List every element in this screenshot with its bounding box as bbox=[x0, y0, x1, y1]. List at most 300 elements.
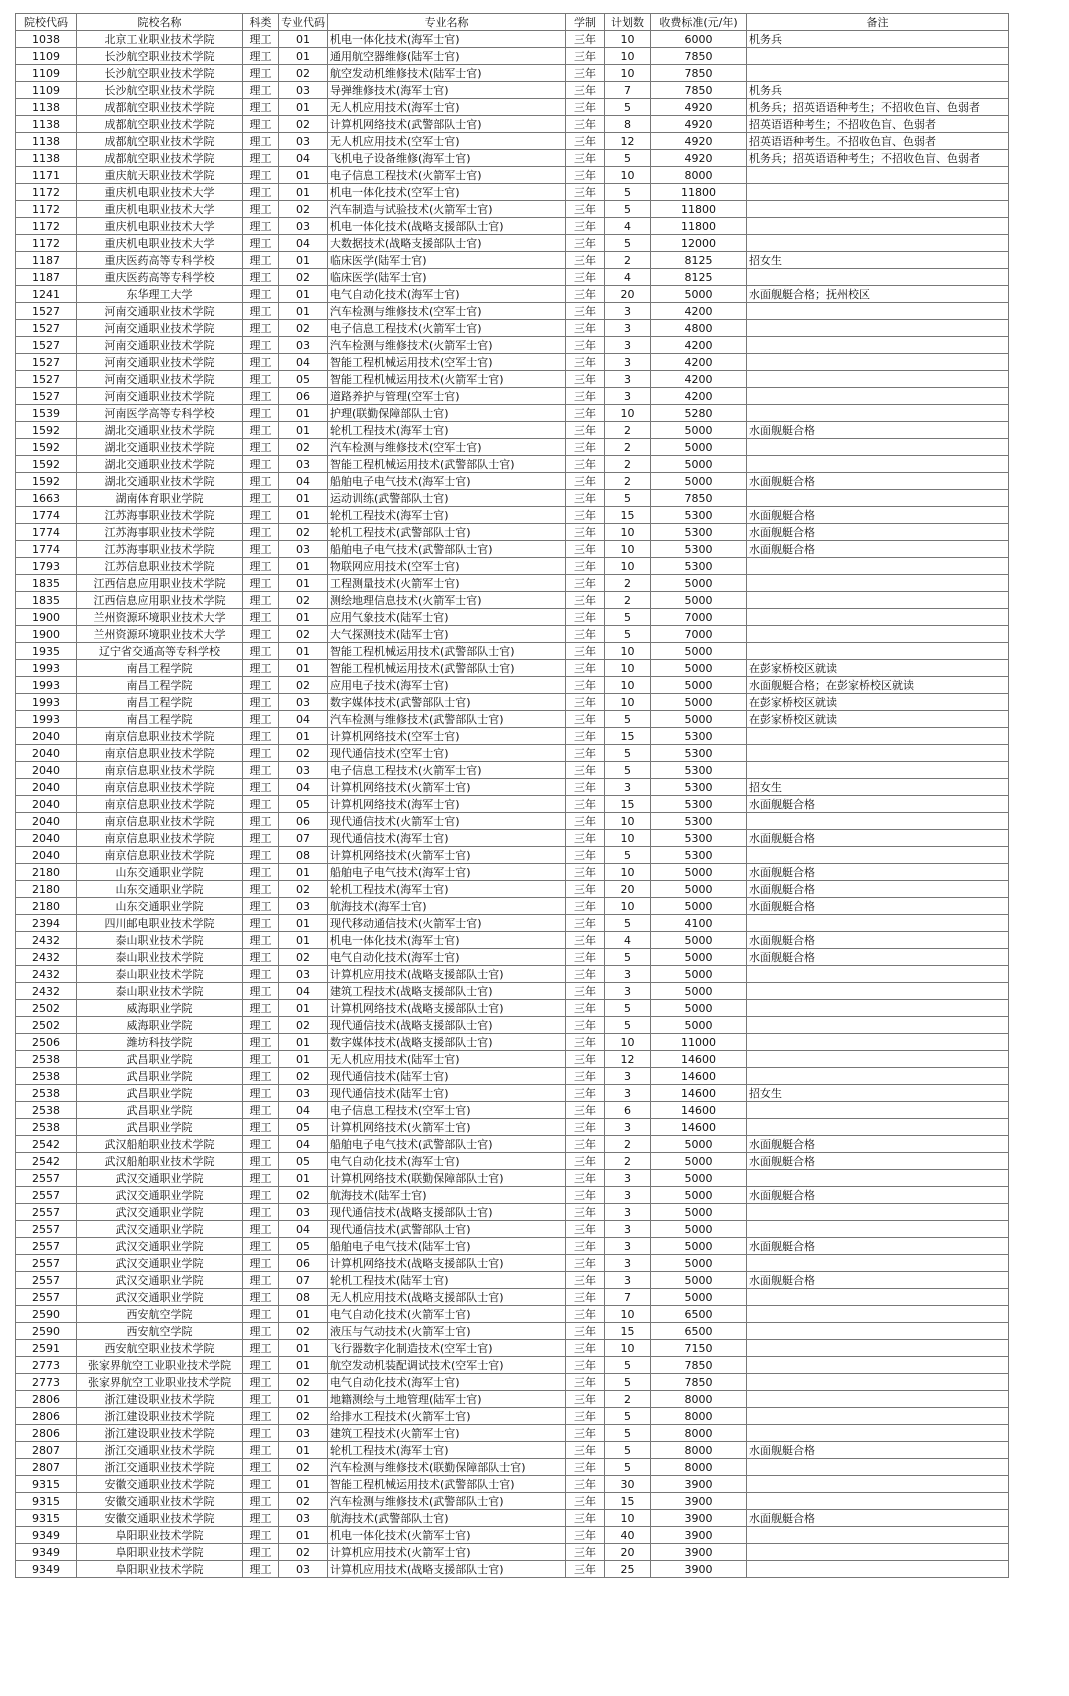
cell-school-code: 2180 bbox=[16, 864, 77, 881]
cell-category: 理工 bbox=[243, 286, 279, 303]
cell-major-code: 04 bbox=[279, 235, 328, 252]
cell-major-name: 电子信息工程技术(火箭军士官) bbox=[328, 320, 566, 337]
cell-major-name: 无人机应用技术(陆军士官) bbox=[328, 1051, 566, 1068]
cell-plan-count: 2 bbox=[605, 456, 651, 473]
cell-major-name: 飞行器数字化制造技术(空军士官) bbox=[328, 1340, 566, 1357]
cell-school-code: 1138 bbox=[16, 133, 77, 150]
cell-duration: 三年 bbox=[566, 1544, 605, 1561]
cell-plan-count: 5 bbox=[605, 150, 651, 167]
cell-category: 理工 bbox=[243, 1017, 279, 1034]
table-row bbox=[16, 677, 1009, 694]
cell-duration: 三年 bbox=[566, 1017, 605, 1034]
cell-major-code: 01 bbox=[279, 575, 328, 592]
cell-remarks bbox=[747, 269, 1009, 286]
cell-school-code: 1993 bbox=[16, 711, 77, 728]
cell-major-code: 02 bbox=[279, 65, 328, 82]
cell-major-name: 运动训练(武警部队士官) bbox=[328, 490, 566, 507]
cell-school-name: 泰山职业技术学院 bbox=[77, 966, 243, 983]
cell-school-name: 浙江交通职业技术学院 bbox=[77, 1442, 243, 1459]
cell-category: 理工 bbox=[243, 31, 279, 48]
cell-school-code: 1171 bbox=[16, 167, 77, 184]
cell-tuition: 5000 bbox=[651, 1136, 747, 1153]
cell-school-name: 江苏海事职业技术学院 bbox=[77, 541, 243, 558]
cell-school-name: 南京信息职业技术学院 bbox=[77, 813, 243, 830]
cell-remarks bbox=[747, 201, 1009, 218]
cell-major-code: 01 bbox=[279, 1391, 328, 1408]
cell-major-code: 02 bbox=[279, 116, 328, 133]
cell-category: 理工 bbox=[243, 388, 279, 405]
cell-tuition: 4920 bbox=[651, 116, 747, 133]
cell-category: 理工 bbox=[243, 1153, 279, 1170]
cell-category: 理工 bbox=[243, 966, 279, 983]
cell-major-code: 04 bbox=[279, 983, 328, 1000]
cell-major-name: 轮机工程技术(海军士官) bbox=[328, 507, 566, 524]
cell-duration: 三年 bbox=[566, 558, 605, 575]
cell-category: 理工 bbox=[243, 1000, 279, 1017]
cell-school-code: 1835 bbox=[16, 575, 77, 592]
cell-remarks: 水面舰艇合格 bbox=[747, 541, 1009, 558]
cell-plan-count: 5 bbox=[605, 1459, 651, 1476]
cell-category: 理工 bbox=[243, 915, 279, 932]
cell-remarks: 在彭家桥校区就读 bbox=[747, 711, 1009, 728]
cell-school-code: 2557 bbox=[16, 1170, 77, 1187]
cell-remarks bbox=[747, 1255, 1009, 1272]
cell-category: 理工 bbox=[243, 82, 279, 99]
cell-school-code: 2557 bbox=[16, 1255, 77, 1272]
cell-duration: 三年 bbox=[566, 745, 605, 762]
cell-remarks bbox=[747, 575, 1009, 592]
cell-school-code: 1993 bbox=[16, 694, 77, 711]
cell-duration: 三年 bbox=[566, 320, 605, 337]
table-row bbox=[16, 1187, 1009, 1204]
cell-remarks bbox=[747, 235, 1009, 252]
cell-duration: 三年 bbox=[566, 201, 605, 218]
cell-major-code: 03 bbox=[279, 1204, 328, 1221]
cell-plan-count: 10 bbox=[605, 541, 651, 558]
cell-major-name: 电气自动化技术(海军士官) bbox=[328, 1374, 566, 1391]
cell-major-name: 现代通信技术(空军士官) bbox=[328, 745, 566, 762]
cell-category: 理工 bbox=[243, 626, 279, 643]
cell-school-code: 9315 bbox=[16, 1510, 77, 1527]
cell-category: 理工 bbox=[243, 456, 279, 473]
cell-school-code: 2806 bbox=[16, 1391, 77, 1408]
cell-major-name: 现代通信技术(海军士官) bbox=[328, 830, 566, 847]
cell-major-name: 无人机应用技术(空军士官) bbox=[328, 133, 566, 150]
cell-school-code: 2773 bbox=[16, 1374, 77, 1391]
cell-tuition: 5300 bbox=[651, 541, 747, 558]
cell-major-name: 计算机网络技术(海军士官) bbox=[328, 796, 566, 813]
cell-school-name: 武昌职业学院 bbox=[77, 1051, 243, 1068]
cell-major-name: 现代通信技术(陆军士官) bbox=[328, 1085, 566, 1102]
cell-duration: 三年 bbox=[566, 983, 605, 1000]
cell-major-code: 03 bbox=[279, 1510, 328, 1527]
cell-remarks: 水面舰艇合格 bbox=[747, 1272, 1009, 1289]
cell-school-name: 重庆航天职业技术学院 bbox=[77, 167, 243, 184]
cell-category: 理工 bbox=[243, 1544, 279, 1561]
cell-major-name: 物联网应用技术(空军士官) bbox=[328, 558, 566, 575]
cell-school-code: 1993 bbox=[16, 677, 77, 694]
table-row bbox=[16, 745, 1009, 762]
cell-plan-count: 15 bbox=[605, 507, 651, 524]
table-row bbox=[16, 558, 1009, 575]
cell-school-code: 2538 bbox=[16, 1068, 77, 1085]
cell-school-code: 2807 bbox=[16, 1459, 77, 1476]
cell-category: 理工 bbox=[243, 320, 279, 337]
cell-tuition: 11000 bbox=[651, 1034, 747, 1051]
table-row bbox=[16, 830, 1009, 847]
cell-major-code: 05 bbox=[279, 1119, 328, 1136]
cell-tuition: 3900 bbox=[651, 1510, 747, 1527]
cell-tuition: 8000 bbox=[651, 1408, 747, 1425]
cell-duration: 三年 bbox=[566, 252, 605, 269]
cell-tuition: 4200 bbox=[651, 337, 747, 354]
cell-duration: 三年 bbox=[566, 184, 605, 201]
cell-major-name: 汽车检测与维修技术(空军士官) bbox=[328, 303, 566, 320]
cell-duration: 三年 bbox=[566, 405, 605, 422]
cell-remarks: 水面舰艇合格 bbox=[747, 1238, 1009, 1255]
cell-major-code: 02 bbox=[279, 201, 328, 218]
cell-remarks bbox=[747, 354, 1009, 371]
cell-plan-count: 5 bbox=[605, 1408, 651, 1425]
cell-category: 理工 bbox=[243, 762, 279, 779]
cell-major-code: 07 bbox=[279, 830, 328, 847]
cell-tuition: 8125 bbox=[651, 252, 747, 269]
cell-tuition: 4800 bbox=[651, 320, 747, 337]
cell-school-name: 南昌工程学院 bbox=[77, 660, 243, 677]
cell-tuition: 12000 bbox=[651, 235, 747, 252]
cell-tuition: 14600 bbox=[651, 1051, 747, 1068]
cell-tuition: 5300 bbox=[651, 813, 747, 830]
cell-duration: 三年 bbox=[566, 1034, 605, 1051]
cell-major-code: 01 bbox=[279, 31, 328, 48]
cell-category: 理工 bbox=[243, 150, 279, 167]
cell-school-name: 武汉船舶职业技术学院 bbox=[77, 1153, 243, 1170]
cell-school-code: 2557 bbox=[16, 1272, 77, 1289]
cell-major-name: 轮机工程技术(海军士官) bbox=[328, 422, 566, 439]
cell-major-code: 01 bbox=[279, 1442, 328, 1459]
cell-remarks bbox=[747, 456, 1009, 473]
cell-major-code: 03 bbox=[279, 133, 328, 150]
cell-major-name: 计算机网络技术(空军士官) bbox=[328, 728, 566, 745]
cell-school-code: 1172 bbox=[16, 201, 77, 218]
table-row bbox=[16, 1051, 1009, 1068]
cell-category: 理工 bbox=[243, 354, 279, 371]
cell-category: 理工 bbox=[243, 133, 279, 150]
cell-tuition: 5000 bbox=[651, 1153, 747, 1170]
cell-major-code: 04 bbox=[279, 779, 328, 796]
table-row bbox=[16, 1306, 1009, 1323]
cell-category: 理工 bbox=[243, 116, 279, 133]
cell-major-name: 道路养护与管理(空军士官) bbox=[328, 388, 566, 405]
cell-duration: 三年 bbox=[566, 1187, 605, 1204]
cell-major-code: 01 bbox=[279, 609, 328, 626]
cell-tuition: 5280 bbox=[651, 405, 747, 422]
cell-major-code: 02 bbox=[279, 677, 328, 694]
cell-plan-count: 2 bbox=[605, 592, 651, 609]
cell-duration: 三年 bbox=[566, 1408, 605, 1425]
cell-school-name: 长沙航空职业技术学院 bbox=[77, 65, 243, 82]
cell-school-name: 成都航空职业技术学院 bbox=[77, 116, 243, 133]
cell-duration: 三年 bbox=[566, 1493, 605, 1510]
cell-duration: 三年 bbox=[566, 898, 605, 915]
cell-category: 理工 bbox=[243, 881, 279, 898]
cell-major-name: 通用航空器维修(陆军士官) bbox=[328, 48, 566, 65]
cell-school-name: 武汉交通职业学院 bbox=[77, 1221, 243, 1238]
cell-school-name: 武汉交通职业学院 bbox=[77, 1238, 243, 1255]
cell-major-code: 08 bbox=[279, 1289, 328, 1306]
cell-plan-count: 15 bbox=[605, 728, 651, 745]
cell-plan-count: 10 bbox=[605, 167, 651, 184]
cell-school-name: 武汉交通职业学院 bbox=[77, 1204, 243, 1221]
cell-major-name: 地籍测绘与土地管理(陆军士官) bbox=[328, 1391, 566, 1408]
cell-major-code: 01 bbox=[279, 184, 328, 201]
cell-major-code: 05 bbox=[279, 1238, 328, 1255]
table-row bbox=[16, 575, 1009, 592]
cell-duration: 三年 bbox=[566, 286, 605, 303]
table-row bbox=[16, 439, 1009, 456]
cell-duration: 三年 bbox=[566, 388, 605, 405]
cell-tuition: 5000 bbox=[651, 422, 747, 439]
cell-category: 理工 bbox=[243, 1255, 279, 1272]
cell-major-name: 建筑工程技术(战略支援部队士官) bbox=[328, 983, 566, 1000]
cell-plan-count: 3 bbox=[605, 1238, 651, 1255]
cell-category: 理工 bbox=[243, 932, 279, 949]
table-row bbox=[16, 1119, 1009, 1136]
cell-major-code: 03 bbox=[279, 218, 328, 235]
cell-remarks bbox=[747, 1221, 1009, 1238]
cell-major-name: 轮机工程技术(海军士官) bbox=[328, 1442, 566, 1459]
cell-school-name: 阜阳职业技术学院 bbox=[77, 1561, 243, 1578]
cell-remarks: 水面舰艇合格 bbox=[747, 473, 1009, 490]
cell-school-name: 武汉交通职业学院 bbox=[77, 1272, 243, 1289]
cell-major-code: 04 bbox=[279, 150, 328, 167]
cell-school-name: 武汉交通职业学院 bbox=[77, 1289, 243, 1306]
cell-tuition: 11800 bbox=[651, 218, 747, 235]
cell-major-name: 电气自动化技术(海军士官) bbox=[328, 949, 566, 966]
cell-plan-count: 5 bbox=[605, 490, 651, 507]
cell-school-code: 2590 bbox=[16, 1323, 77, 1340]
cell-duration: 三年 bbox=[566, 1153, 605, 1170]
table-row bbox=[16, 116, 1009, 133]
cell-school-code: 2180 bbox=[16, 898, 77, 915]
cell-tuition: 14600 bbox=[651, 1102, 747, 1119]
cell-plan-count: 12 bbox=[605, 1051, 651, 1068]
cell-school-code: 1527 bbox=[16, 354, 77, 371]
cell-school-name: 浙江建设职业技术学院 bbox=[77, 1391, 243, 1408]
cell-remarks bbox=[747, 1408, 1009, 1425]
table-row bbox=[16, 1289, 1009, 1306]
cell-category: 理工 bbox=[243, 371, 279, 388]
cell-category: 理工 bbox=[243, 201, 279, 218]
cell-category: 理工 bbox=[243, 558, 279, 575]
cell-major-name: 应用电子技术(海军士官) bbox=[328, 677, 566, 694]
cell-school-name: 泰山职业技术学院 bbox=[77, 949, 243, 966]
cell-tuition: 7850 bbox=[651, 490, 747, 507]
table-row bbox=[16, 65, 1009, 82]
cell-tuition: 7850 bbox=[651, 65, 747, 82]
cell-tuition: 5300 bbox=[651, 524, 747, 541]
cell-plan-count: 10 bbox=[605, 694, 651, 711]
cell-tuition: 4200 bbox=[651, 371, 747, 388]
cell-school-name: 重庆机电职业技术大学 bbox=[77, 201, 243, 218]
table-row bbox=[16, 1357, 1009, 1374]
cell-category: 理工 bbox=[243, 422, 279, 439]
cell-remarks bbox=[747, 1289, 1009, 1306]
cell-tuition: 5300 bbox=[651, 830, 747, 847]
cell-school-name: 湖北交通职业技术学院 bbox=[77, 439, 243, 456]
cell-school-name: 东华理工大学 bbox=[77, 286, 243, 303]
cell-plan-count: 5 bbox=[605, 949, 651, 966]
cell-duration: 三年 bbox=[566, 439, 605, 456]
cell-school-name: 河南交通职业技术学院 bbox=[77, 354, 243, 371]
cell-plan-count: 3 bbox=[605, 1255, 651, 1272]
table-row bbox=[16, 983, 1009, 1000]
cell-remarks bbox=[747, 813, 1009, 830]
table-row bbox=[16, 167, 1009, 184]
cell-tuition: 4100 bbox=[651, 915, 747, 932]
cell-school-name: 河南交通职业技术学院 bbox=[77, 303, 243, 320]
cell-school-name: 河南交通职业技术学院 bbox=[77, 388, 243, 405]
cell-school-code: 2557 bbox=[16, 1221, 77, 1238]
cell-school-name: 武昌职业学院 bbox=[77, 1102, 243, 1119]
cell-major-code: 05 bbox=[279, 796, 328, 813]
cell-school-code: 1187 bbox=[16, 269, 77, 286]
cell-school-name: 江西信息应用职业技术学院 bbox=[77, 575, 243, 592]
cell-remarks bbox=[747, 48, 1009, 65]
cell-plan-count: 5 bbox=[605, 847, 651, 864]
cell-remarks: 水面舰艇合格 bbox=[747, 881, 1009, 898]
cell-school-name: 南京信息职业技术学院 bbox=[77, 745, 243, 762]
cell-school-name: 成都航空职业技术学院 bbox=[77, 133, 243, 150]
cell-plan-count: 5 bbox=[605, 1017, 651, 1034]
cell-major-name: 计算机网络技术(武警部队士官) bbox=[328, 116, 566, 133]
cell-tuition: 8125 bbox=[651, 269, 747, 286]
cell-school-name: 湖北交通职业技术学院 bbox=[77, 456, 243, 473]
cell-remarks bbox=[747, 1119, 1009, 1136]
cell-school-name: 湖南体育职业学院 bbox=[77, 490, 243, 507]
cell-duration: 三年 bbox=[566, 609, 605, 626]
table-row bbox=[16, 1544, 1009, 1561]
cell-school-name: 长沙航空职业技术学院 bbox=[77, 82, 243, 99]
table-row bbox=[16, 541, 1009, 558]
cell-duration: 三年 bbox=[566, 643, 605, 660]
cell-remarks bbox=[747, 1459, 1009, 1476]
cell-duration: 三年 bbox=[566, 1000, 605, 1017]
cell-school-name: 湖北交通职业技术学院 bbox=[77, 422, 243, 439]
cell-duration: 三年 bbox=[566, 1527, 605, 1544]
table-row bbox=[16, 201, 1009, 218]
header-tuition: 收费标准(元/年) bbox=[651, 14, 747, 31]
cell-duration: 三年 bbox=[566, 48, 605, 65]
cell-major-name: 船舶电子电气技术(武警部队士官) bbox=[328, 1136, 566, 1153]
cell-major-code: 02 bbox=[279, 1374, 328, 1391]
cell-school-code: 1109 bbox=[16, 82, 77, 99]
cell-school-name: 河南医学高等专科学校 bbox=[77, 405, 243, 422]
cell-duration: 三年 bbox=[566, 456, 605, 473]
table-row bbox=[16, 1238, 1009, 1255]
cell-school-name: 辽宁省交通高等专科学校 bbox=[77, 643, 243, 660]
cell-tuition: 5000 bbox=[651, 864, 747, 881]
cell-major-code: 03 bbox=[279, 1425, 328, 1442]
cell-school-name: 安徽交通职业技术学院 bbox=[77, 1476, 243, 1493]
cell-duration: 三年 bbox=[566, 1170, 605, 1187]
cell-category: 理工 bbox=[243, 1425, 279, 1442]
cell-major-code: 04 bbox=[279, 1221, 328, 1238]
cell-category: 理工 bbox=[243, 949, 279, 966]
cell-school-code: 1138 bbox=[16, 150, 77, 167]
table-row bbox=[16, 932, 1009, 949]
cell-remarks bbox=[747, 1561, 1009, 1578]
cell-remarks: 机务兵 bbox=[747, 82, 1009, 99]
cell-remarks bbox=[747, 1323, 1009, 1340]
cell-major-code: 01 bbox=[279, 490, 328, 507]
cell-plan-count: 10 bbox=[605, 898, 651, 915]
cell-tuition: 5000 bbox=[651, 1221, 747, 1238]
cell-school-name: 武昌职业学院 bbox=[77, 1085, 243, 1102]
table-row bbox=[16, 1272, 1009, 1289]
cell-category: 理工 bbox=[243, 1391, 279, 1408]
cell-category: 理工 bbox=[243, 1187, 279, 1204]
cell-duration: 三年 bbox=[566, 1238, 605, 1255]
cell-remarks bbox=[747, 490, 1009, 507]
cell-duration: 三年 bbox=[566, 932, 605, 949]
cell-remarks bbox=[747, 1544, 1009, 1561]
cell-school-code: 1527 bbox=[16, 303, 77, 320]
cell-school-name: 威海职业学院 bbox=[77, 1017, 243, 1034]
cell-school-code: 2180 bbox=[16, 881, 77, 898]
table-row bbox=[16, 1323, 1009, 1340]
table-row bbox=[16, 269, 1009, 286]
cell-duration: 三年 bbox=[566, 1085, 605, 1102]
cell-school-code: 2432 bbox=[16, 966, 77, 983]
cell-major-code: 01 bbox=[279, 1306, 328, 1323]
cell-major-code: 02 bbox=[279, 1187, 328, 1204]
cell-category: 理工 bbox=[243, 507, 279, 524]
cell-category: 理工 bbox=[243, 235, 279, 252]
cell-major-name: 临床医学(陆军士官) bbox=[328, 269, 566, 286]
cell-duration: 三年 bbox=[566, 915, 605, 932]
cell-major-name: 飞机电子设备维修(海军士官) bbox=[328, 150, 566, 167]
cell-duration: 三年 bbox=[566, 847, 605, 864]
cell-remarks: 水面舰艇合格 bbox=[747, 796, 1009, 813]
cell-duration: 三年 bbox=[566, 507, 605, 524]
cell-school-name: 西安航空学院 bbox=[77, 1323, 243, 1340]
cell-major-code: 01 bbox=[279, 1476, 328, 1493]
cell-duration: 三年 bbox=[566, 1323, 605, 1340]
cell-tuition: 5000 bbox=[651, 1204, 747, 1221]
table-row bbox=[16, 388, 1009, 405]
cell-major-name: 计算机应用技术(战略支援部队士官) bbox=[328, 966, 566, 983]
table-row bbox=[16, 762, 1009, 779]
cell-tuition: 5000 bbox=[651, 456, 747, 473]
cell-category: 理工 bbox=[243, 830, 279, 847]
cell-major-code: 01 bbox=[279, 48, 328, 65]
cell-school-name: 湖北交通职业技术学院 bbox=[77, 473, 243, 490]
cell-school-code: 1109 bbox=[16, 65, 77, 82]
cell-major-name: 无人机应用技术(战略支援部队士官) bbox=[328, 1289, 566, 1306]
cell-major-name: 计算机网络技术(战略支援部队士官) bbox=[328, 1255, 566, 1272]
table-row bbox=[16, 1136, 1009, 1153]
cell-school-code: 1774 bbox=[16, 524, 77, 541]
cell-school-code: 2502 bbox=[16, 1017, 77, 1034]
cell-major-name: 轮机工程技术(武警部队士官) bbox=[328, 524, 566, 541]
cell-school-code: 2542 bbox=[16, 1136, 77, 1153]
cell-school-name: 江苏信息职业技术学院 bbox=[77, 558, 243, 575]
cell-plan-count: 7 bbox=[605, 82, 651, 99]
cell-major-name: 现代通信技术(战略支援部队士官) bbox=[328, 1204, 566, 1221]
cell-remarks bbox=[747, 626, 1009, 643]
table-row bbox=[16, 1374, 1009, 1391]
